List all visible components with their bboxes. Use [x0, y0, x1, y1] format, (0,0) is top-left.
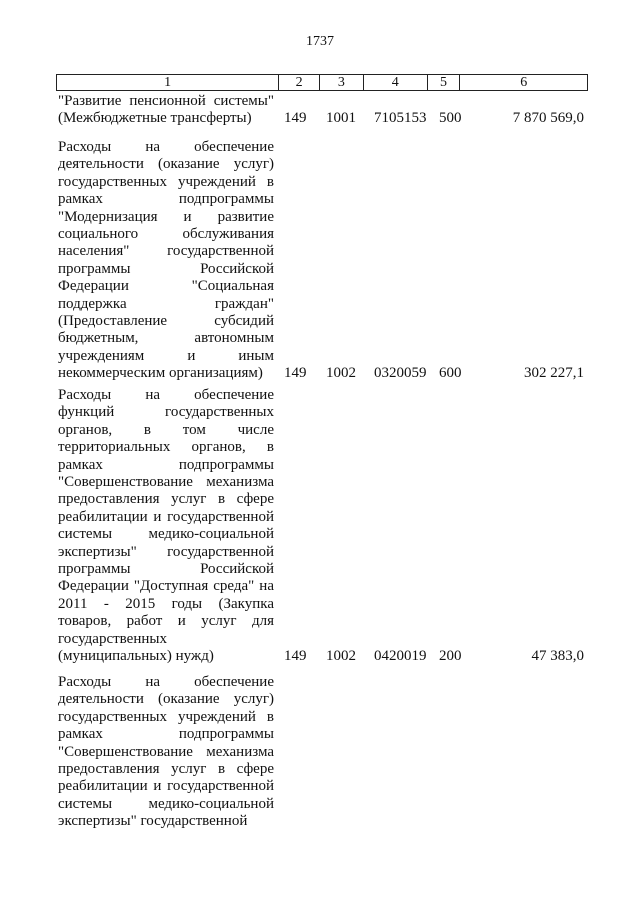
description-line: Федерации "Доступная среда" на [58, 578, 274, 595]
description-line: товаров, работ и услуг для [58, 613, 274, 630]
amount-cell: 302 227,1 [524, 365, 584, 382]
section-code-cell: 1002 [326, 365, 356, 382]
description-line: территориальных органов, в [58, 439, 274, 456]
description-line: предоставления услуг в сфере [58, 761, 274, 778]
description-line: системы медико-социальной [58, 795, 274, 812]
description-line: Федерации "Социальная [58, 278, 274, 295]
amount-cell: 47 383,0 [531, 648, 584, 664]
admin-code-cell: 149 [284, 110, 307, 127]
description-line: "Совершенствование механизма [58, 743, 274, 760]
amount-cell: 7 870 569,0 [512, 110, 584, 127]
description-line: программы Российской [58, 260, 274, 277]
expense-type-cell: 500 [439, 110, 462, 127]
description-line: деятельности (оказание услуг) [58, 156, 274, 173]
header-col-5: 5 [427, 75, 460, 90]
description-line: (Межбюджетные трансферты) [58, 110, 252, 127]
description-line: системы медико-социальной [58, 526, 274, 543]
target-article-cell: 7105153 [374, 110, 427, 127]
description-line: населения" государственной [58, 243, 274, 260]
section-code-cell: 1002 [326, 648, 356, 664]
description-line: рамках подпрограммы [58, 191, 274, 208]
description-line: "Модернизация и развитие [58, 208, 274, 225]
row-values [58, 813, 584, 831]
section-code-cell: 1001 [326, 110, 356, 127]
description-line: социального обслуживания [58, 226, 274, 243]
page-number: 1737 [306, 34, 334, 49]
header-col-4: 4 [363, 75, 427, 90]
description-line: "Совершенствование механизма [58, 474, 274, 491]
target-article-cell: 0420019 [374, 648, 427, 664]
description-line: рамках подпрограммы [58, 456, 274, 473]
row-description [58, 674, 274, 831]
target-article-cell: 0320059 [374, 365, 427, 382]
header-col-3: 3 [319, 75, 363, 90]
description-line: государственных учреждений в [58, 173, 274, 190]
description-line: учреждениям и иным [58, 347, 274, 364]
description-line: реабилитации и государственной [58, 508, 274, 525]
expense-type-cell: 600 [439, 365, 462, 382]
description-line: Расходы на обеспечение [58, 387, 274, 403]
description-line: (муниципальных) нужд) [58, 648, 214, 665]
description-line: реабилитации и государственной [58, 778, 274, 795]
header-col-2: 2 [278, 75, 319, 90]
row-values [58, 365, 584, 383]
admin-code-cell: 149 [284, 648, 307, 664]
description-line: (Предоставление субсидий [58, 313, 274, 330]
description-line: некоммерческим организациям) [58, 365, 263, 382]
description-line: функций государственных [58, 404, 274, 421]
description-line: органов, в том числе [58, 421, 274, 438]
description-line: предоставления услуг в сфере [58, 491, 274, 508]
description-line: Расходы на обеспечение [58, 139, 274, 155]
description-line: государственных учреждений в [58, 708, 274, 725]
description-line: программы Российской [58, 561, 274, 578]
expense-type-cell: 200 [439, 648, 462, 664]
description-line: экспертизы" государственной [58, 543, 274, 560]
description-line: экспертизы" государственной [58, 813, 248, 830]
description-line: бюджетным, автономным [58, 330, 274, 347]
header-col-1: 1 [164, 75, 172, 90]
row-values [58, 110, 584, 128]
description-line: государственных [58, 630, 167, 647]
description-line: деятельности (оказание услуг) [58, 691, 274, 708]
description-line: рамках подпрограммы [58, 726, 274, 743]
admin-code-cell: 149 [284, 365, 307, 382]
row-description [58, 139, 274, 383]
description-line: 2011 - 2015 годы (Закупка [58, 595, 274, 612]
row-values [58, 648, 584, 666]
description-line: поддержка граждан" [58, 295, 274, 312]
header-col-6: 6 [459, 75, 587, 90]
description-line: Расходы на обеспечение [58, 674, 274, 690]
description-line: "Развитие пенсионной системы" [58, 93, 274, 109]
table-header-row [56, 74, 588, 91]
row-description [58, 387, 274, 666]
